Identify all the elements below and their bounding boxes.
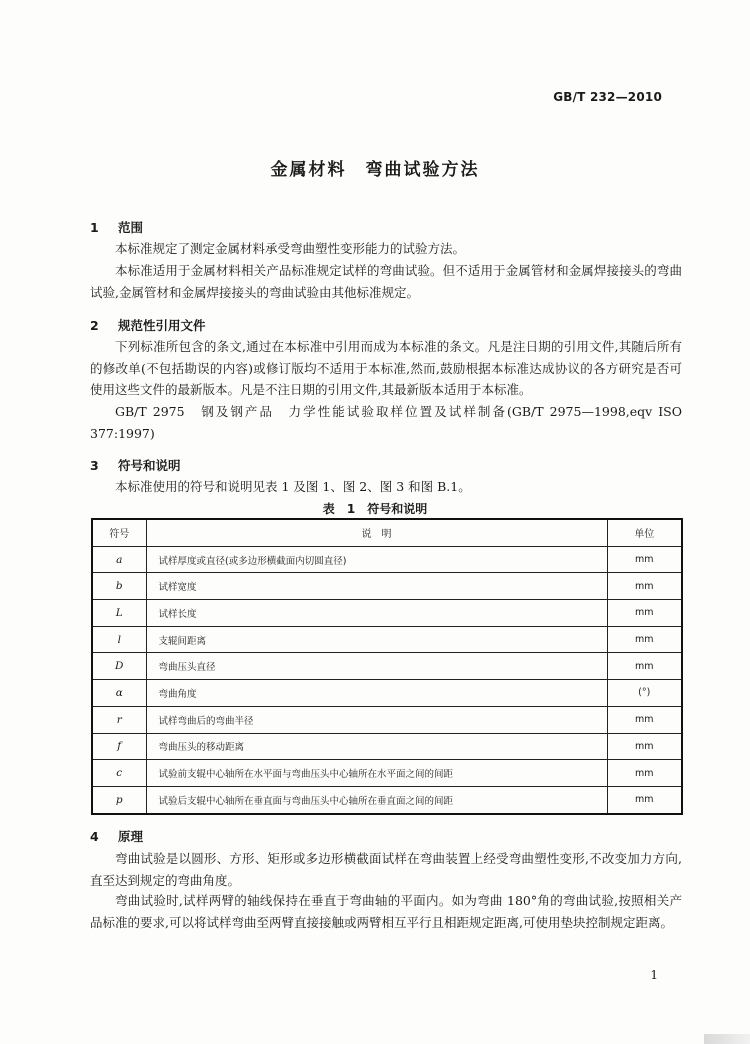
unit-cell: mm	[607, 706, 682, 733]
symbol-cell: f	[92, 733, 146, 760]
description-cell: 支辊间距离	[146, 626, 607, 653]
section-number: 4	[90, 829, 99, 844]
standard-code: GB/T 232—2010	[553, 90, 662, 104]
section-heading-2	[90, 316, 206, 334]
section-heading-4	[90, 827, 143, 845]
table-row	[92, 786, 682, 813]
section-number: 3	[90, 458, 99, 473]
section-number: 2	[90, 318, 99, 333]
paragraph: GB/T 2975 钢及钢产品 力学性能试验取样位置及试样制备(GB/T 2975—1998,eqv ISO 377:1997)	[90, 404, 682, 441]
section-heading-3	[90, 456, 181, 474]
document-title: 金属材料 弯曲试验方法	[270, 160, 480, 180]
header-unit: 单位	[607, 519, 682, 546]
unit-cell: (°)	[607, 680, 682, 707]
paragraph: 本标准规定了测定金属材料承受弯曲塑性变形能力的试验方法。	[115, 241, 466, 256]
table-row	[92, 573, 682, 600]
description-cell: 弯曲角度	[146, 680, 607, 707]
paragraph: 本标准适用于金属材料相关产品标准规定试样的弯曲试验。但不适用于金属管材和金属焊接接头的弯曲试验,金属管材和金属焊接接头的弯曲试验由其他标准规定。	[90, 263, 682, 300]
table-row	[92, 626, 682, 653]
table-row	[92, 653, 682, 680]
paragraph: 本标准使用的符号和说明见表 1 及图 1、图 2、图 3 和图 B.1。	[115, 479, 471, 494]
table-row	[92, 733, 682, 760]
section-title: 范围	[118, 220, 144, 235]
section-heading-1	[90, 218, 143, 236]
description-cell: 试样宽度	[146, 573, 607, 600]
unit-cell: mm	[607, 786, 682, 813]
unit-cell: mm	[607, 546, 682, 573]
header-description: 说 明	[146, 519, 607, 546]
unit-cell: mm	[607, 600, 682, 627]
unit-cell: mm	[607, 626, 682, 653]
scan-edge	[704, 1034, 750, 1044]
unit-cell: mm	[607, 573, 682, 600]
section-title: 原理	[118, 829, 144, 844]
symbol-cell: α	[92, 680, 146, 707]
symbols-table	[91, 518, 683, 815]
unit-cell: mm	[607, 760, 682, 787]
symbol-cell: r	[92, 706, 146, 733]
symbol-cell: b	[92, 573, 146, 600]
paragraph: 弯曲试验时,试样两臂的轴线保持在垂直于弯曲轴的平面内。如为弯曲 180°角的弯曲试验,按照相关产品标准的要求,可以将试样弯曲至两臂直接接触或两臂相互平行且相距规定距离,可使用垫块控制规定距离。	[90, 893, 682, 930]
table-row	[92, 546, 682, 573]
description-cell: 试样厚度或直径(或多边形横截面内切圆直径)	[146, 546, 607, 573]
header-symbol: 符号	[92, 519, 146, 546]
table-row	[92, 760, 682, 787]
table-caption: 表 1 符号和说明	[322, 502, 428, 516]
page-number: 1	[650, 968, 658, 982]
section-title: 规范性引用文件	[118, 318, 206, 333]
symbol-cell: a	[92, 546, 146, 573]
unit-cell: mm	[607, 653, 682, 680]
table-header-row	[92, 519, 682, 546]
section-title: 符号和说明	[118, 458, 181, 473]
paragraph: 下列标准所包含的条文,通过在本标准中引用而成为本标准的条文。凡是注日期的引用文件,其随后所有的修改单(不包括勘误的内容)或修订版均不适用于本标准,然而,鼓励根据本标准达成协议的各方研究是否可使用这些文件的最新版本。凡是不注日期的引用文件,其最新版本适用于本标准。	[90, 339, 682, 397]
symbol-cell: l	[92, 626, 146, 653]
table-row	[92, 706, 682, 733]
description-cell: 弯曲压头的移动距离	[146, 733, 607, 760]
section-number: 1	[90, 220, 99, 235]
table-row	[92, 680, 682, 707]
description-cell: 试样长度	[146, 600, 607, 627]
unit-cell: mm	[607, 733, 682, 760]
table-row	[92, 600, 682, 627]
description-cell: 试验前支辊中心轴所在水平面与弯曲压头中心轴所在水平面之间的间距	[146, 760, 607, 787]
symbol-cell: c	[92, 760, 146, 787]
description-cell: 弯曲压头直径	[146, 653, 607, 680]
symbol-cell: L	[92, 600, 146, 627]
paragraph: 弯曲试验是以圆形、方形、矩形或多边形横截面试样在弯曲装置上经受弯曲塑性变形,不改变加力方向,直至达到规定的弯曲角度。	[90, 851, 682, 888]
symbol-cell: p	[92, 786, 146, 813]
description-cell: 试样弯曲后的弯曲半径	[146, 706, 607, 733]
symbol-cell: D	[92, 653, 146, 680]
description-cell: 试验后支辊中心轴所在垂直面与弯曲压头中心轴所在垂直面之间的间距	[146, 786, 607, 813]
